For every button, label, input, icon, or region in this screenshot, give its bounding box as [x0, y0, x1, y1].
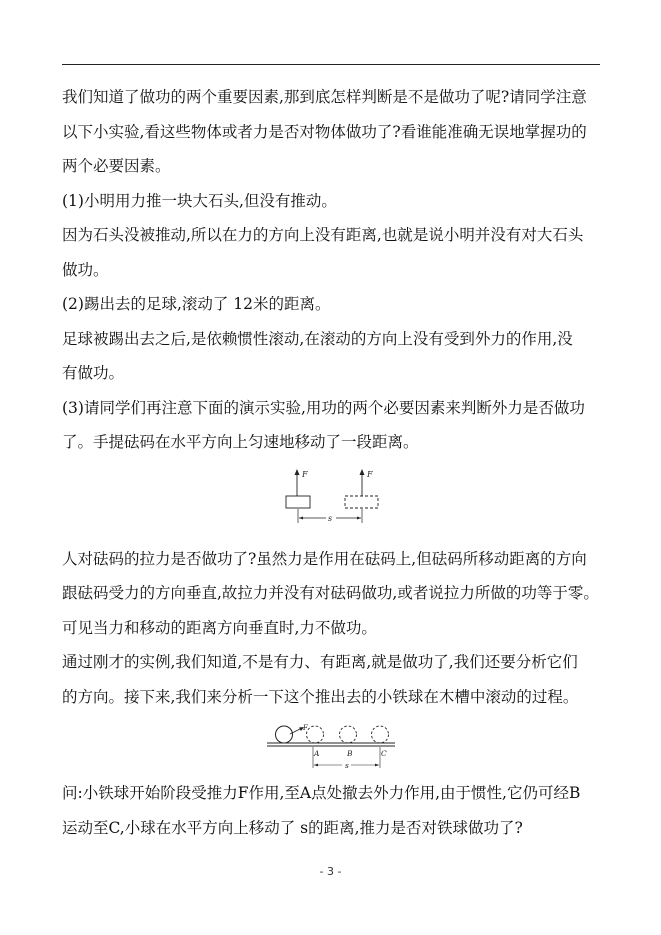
text-line: (1)小明用力推一块大石头,但没有推动。 [62, 191, 337, 210]
force-arrowhead-2 [360, 469, 365, 475]
text-line: 做功。 [62, 260, 109, 279]
ball-diagram [62, 714, 602, 776]
paragraph [62, 184, 602, 219]
text-block-question [62, 776, 602, 845]
point-a-label: A [314, 749, 320, 758]
page-content [62, 80, 602, 845]
force-arrowhead-1 [295, 469, 300, 475]
paragraph [62, 776, 602, 845]
text-line: 因为石头没被推动,所以在力的方向上没有距离,也就是说小明并没有对大石头 [62, 226, 584, 244]
ball-position-b [340, 726, 357, 743]
weight-diagram [62, 460, 602, 542]
weight-dashed [345, 496, 378, 508]
weight-solid [286, 496, 310, 508]
text-line: (2)踢出去的足球,滚动了 12米的距离。 [62, 295, 331, 313]
iron-ball [276, 726, 293, 743]
text-line: 人对砝码的拉力是否做功了?虽然力是作用在砝码上,但砝码所移动距离的方向 [62, 549, 587, 568]
text-line: 以下小实验,看这些物体或者力是否对物体做功了?看谁能准确无误地掌握功的 [62, 122, 587, 141]
ball-position-c [372, 726, 389, 743]
force-label-1: F [302, 469, 308, 479]
distance-label: s [328, 513, 333, 523]
figure-weight-moved [62, 460, 602, 542]
paragraph [62, 645, 602, 714]
paragraph [62, 218, 602, 287]
text-line: 了。手提砝码在水平方向上匀速地移动了一段距离。 [62, 433, 419, 451]
paragraph [62, 391, 602, 460]
text-block-intro [62, 80, 602, 460]
text-line: 运动至C,小球在水平方向上移动了 s的距离,推力是否对铁球做功了? [62, 818, 523, 837]
text-line: 的方向。接下来,我们来分析一下这个推出去的小铁球在木槽中滚动的过程。 [62, 687, 579, 706]
header-rule [62, 64, 600, 65]
text-line: 我们知道了做功的两个重要因素,那到底怎样判断是不是做功了呢?请同学注意 [62, 88, 587, 106]
text-line: 两个必要因素。 [62, 157, 171, 175]
paragraph [62, 80, 602, 184]
page-number: - 3 - [319, 865, 342, 878]
text-line: 可见当力和移动的距离方向垂直时,力不做功。 [62, 618, 377, 637]
point-c-label: C [381, 749, 387, 758]
point-b-label: B [347, 749, 353, 758]
text-line: 通过刚才的实例,我们知道,不是有力、有距离,就是做功了,我们还要分析它们 [62, 653, 578, 671]
figure-ball-in-groove [62, 714, 602, 776]
text-line: 跟砝码受力的方向垂直,故拉力并没有对砝码做功,或者说拉力所做的功等于零。 [62, 584, 599, 602]
text-line: (3)请同学们再注意下面的演示实验,用功的两个必要因素来判断外力是否做功 [62, 398, 585, 417]
text-line: 足球被踢出去之后,是依赖惯性滚动,在滚动的方向上没有受到外力的作用,没 [62, 329, 573, 348]
text-line: 有做功。 [62, 364, 125, 382]
push-force-label: F [303, 724, 308, 732]
paragraph [62, 322, 602, 391]
ball-position-a [307, 726, 324, 743]
distance-label-s: s [345, 761, 349, 770]
force-label-2: F [367, 469, 373, 479]
text-block-analysis [62, 542, 602, 715]
paragraph [62, 287, 602, 322]
paragraph [62, 542, 602, 646]
text-line: 问:小铁球开始阶段受推力F作用,至A点处撤去外力作用,由于惯性,它仍可经B [62, 784, 581, 802]
